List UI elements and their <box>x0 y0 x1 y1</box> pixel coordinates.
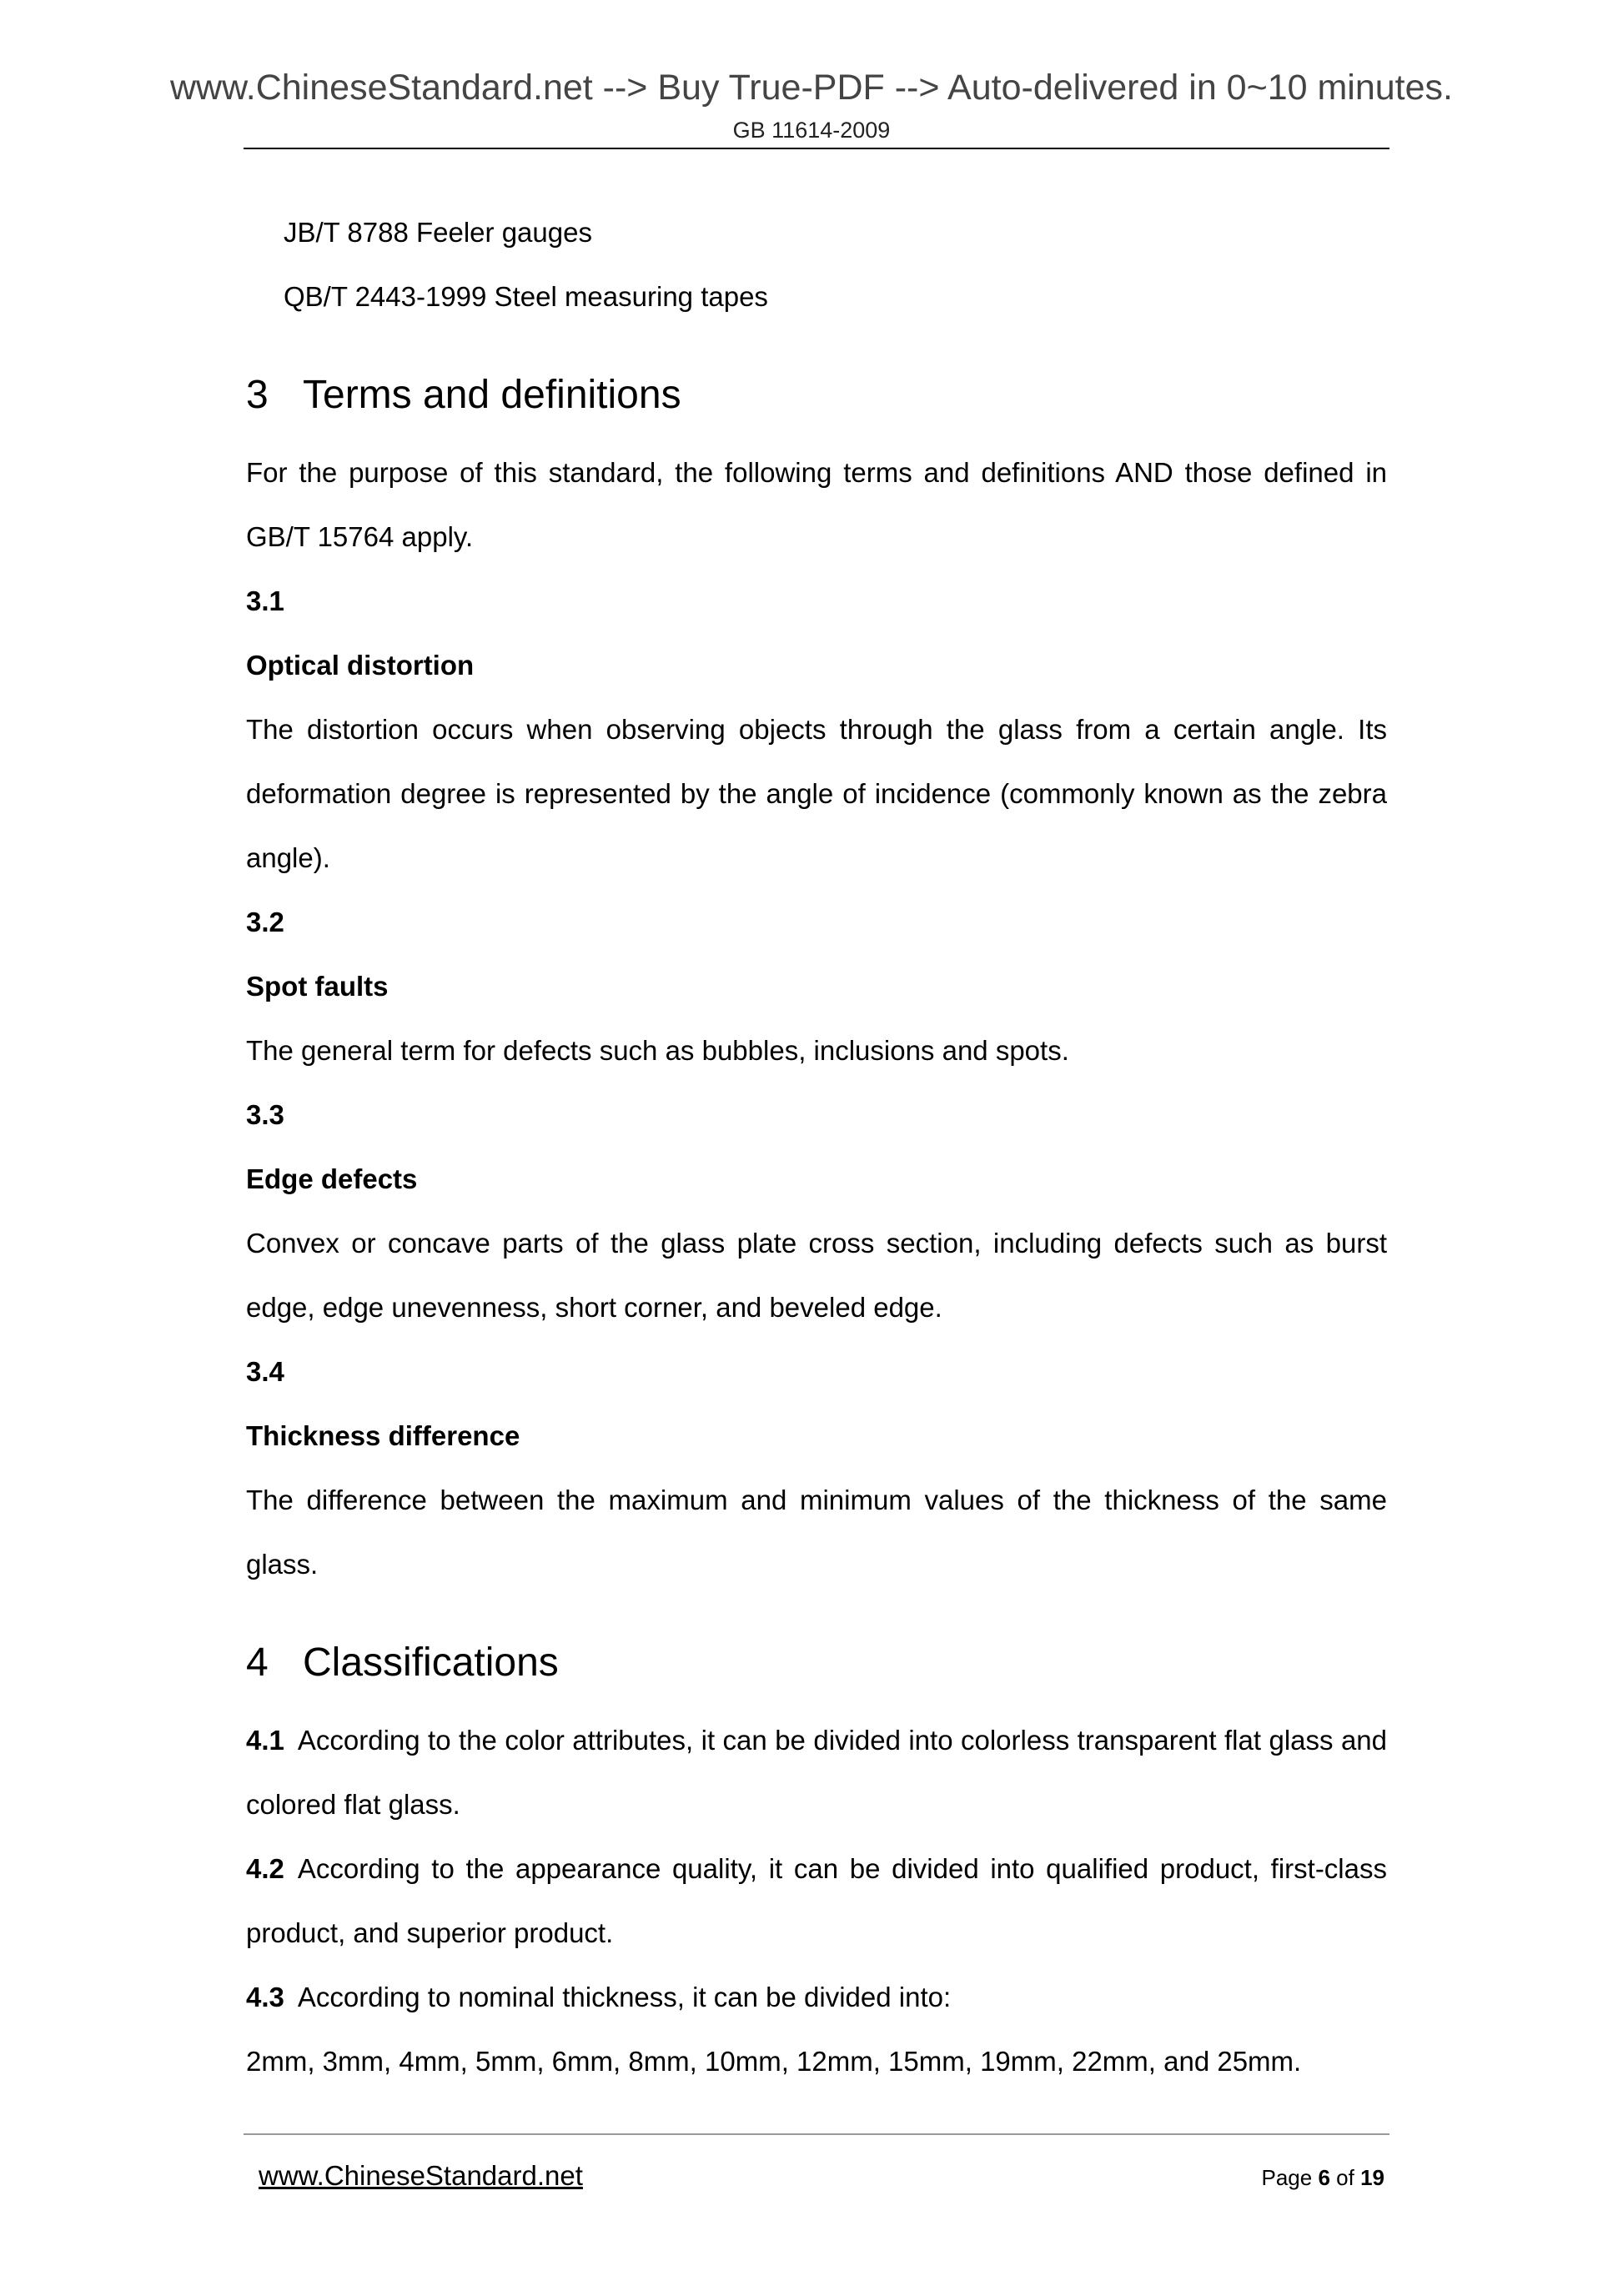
page-total: 19 <box>1360 2165 1384 2190</box>
section-title: Classifications <box>303 1640 559 1685</box>
section-number: 4 <box>246 1640 269 1685</box>
standard-code: GB 11614-2009 <box>732 118 891 143</box>
term-number: 3.2 <box>246 907 284 937</box>
clause-number: 4.1 <box>246 1725 284 1756</box>
page-content <box>246 200 1387 2093</box>
promo-banner[interactable]: www.ChineseStandard.net --> Buy True-PDF --> Auto-delivered in 0~10 minutes. <box>169 68 1453 108</box>
footer-site-link[interactable]: www.ChineseStandard.net <box>259 2160 583 2191</box>
reference-item: QB/T 2443-1999 Steel measuring tapes <box>284 281 768 312</box>
clause-4-1 <box>246 1708 1387 1836</box>
clause-text: According to the appearance quality, it can be divided into qualified product, first-class product, and superior product. <box>246 1853 1387 1948</box>
page-number <box>1261 2165 1384 2191</box>
section-number: 3 <box>246 373 269 417</box>
thickness-list: 2mm, 3mm, 4mm, 5mm, 6mm, 8mm, 10mm, 12mm, 15mm, 19mm, 22mm, and 25mm. <box>246 2046 1302 2077</box>
term-title: Optical distortion <box>246 650 475 681</box>
term-definition: The distortion occurs when observing objects through the glass from a certain angle. Its deformation degree is represented by the angle of incidence (commonly known as the zebra angle). <box>246 714 1387 873</box>
term-definition: The general term for defects such as bubbles, inclusions and spots. <box>246 1035 1069 1066</box>
page-current: 6 <box>1318 2165 1330 2190</box>
clause-text: According to nominal thickness, it can be divided into: <box>297 1982 952 2012</box>
term-definition: Convex or concave parts of the glass plate cross section, including defects such as burst edge, edge unevenness, short corner, and beveled edge. <box>246 1228 1387 1323</box>
term-title: Edge defects <box>246 1163 418 1194</box>
page-word: Page <box>1261 2165 1313 2190</box>
clause-number: 4.3 <box>246 1982 284 2012</box>
header-divider <box>244 148 1389 149</box>
section-4-heading <box>246 1621 1387 1705</box>
term-definition: The difference between the maximum and minimum values of the thickness of the same glass. <box>246 1485 1387 1580</box>
reference-item: JB/T 8788 Feeler gauges <box>284 217 592 248</box>
section-3-heading <box>246 354 1387 437</box>
footer-divider <box>244 2133 1389 2135</box>
clause-number: 4.2 <box>246 1853 284 1884</box>
term-title: Spot faults <box>246 971 389 1002</box>
page-of: of <box>1336 2165 1354 2190</box>
clause-4-2 <box>246 1836 1387 1965</box>
term-number: 3.4 <box>246 1356 284 1387</box>
clause-text: According to the color attributes, it can be divided into colorless transparent flat glass and colored flat glass. <box>246 1725 1387 1820</box>
section-3-intro: For the purpose of this standard, the following terms and definitions AND those defined in GB/T 15764 apply. <box>246 457 1387 552</box>
section-title: Terms and definitions <box>303 373 681 417</box>
term-number: 3.3 <box>246 1099 284 1130</box>
clause-4-3 <box>246 1965 1387 2029</box>
term-title: Thickness difference <box>246 1420 520 1451</box>
term-number: 3.1 <box>246 585 284 616</box>
